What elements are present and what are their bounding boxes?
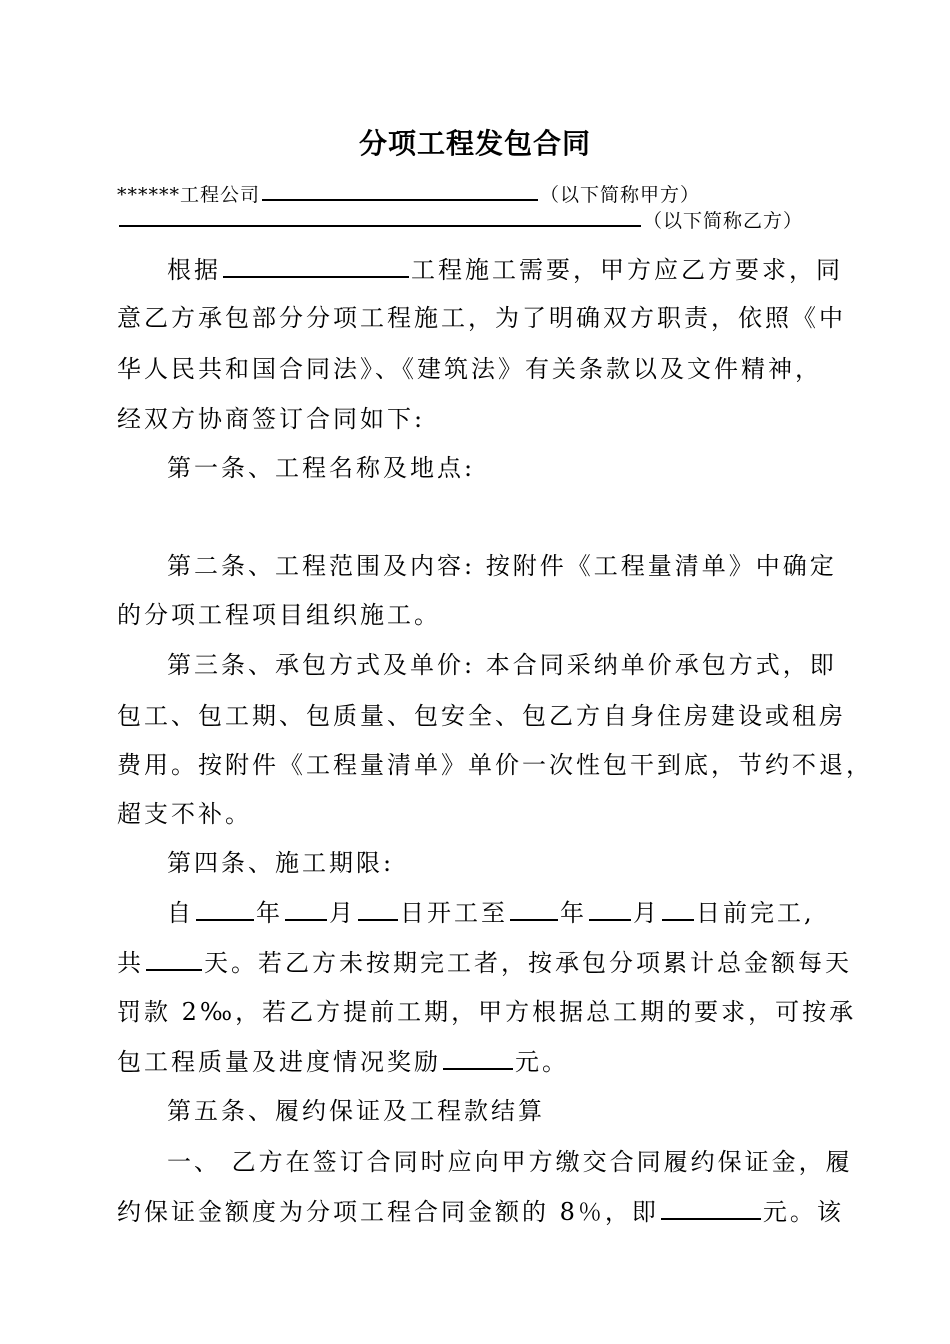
article-4-text: 年 bbox=[256, 899, 283, 927]
party-a-company: ******工程公司 bbox=[117, 184, 261, 206]
article-2-line-1: 第二条、工程范围及内容: 按附件《工程量清单》中确定 bbox=[167, 552, 837, 580]
article-5-line-1: 一、 乙方在签订合同时应向甲方缴交合同履约保证金，履 bbox=[167, 1148, 853, 1176]
end-month-blank[interactable] bbox=[589, 897, 631, 921]
reward-amount-blank[interactable] bbox=[443, 1046, 513, 1070]
document-title: 分项工程发包合同 bbox=[358, 127, 591, 160]
article-5-text: 元。该 bbox=[762, 1198, 844, 1226]
article-4-heading: 第四条、施工期限: bbox=[167, 849, 395, 877]
article-4-text: 自 bbox=[167, 899, 194, 927]
preamble-line-2: 意乙方承包部分分项工程施工，为了明确双方职责，依照《中 bbox=[117, 304, 846, 332]
party-b-note: （以下简称乙方） bbox=[643, 210, 804, 232]
article-4-text: 日前完工, bbox=[696, 899, 815, 927]
start-month-blank[interactable] bbox=[285, 897, 327, 921]
deposit-amount-blank[interactable] bbox=[661, 1196, 761, 1220]
article-4-text: 元。 bbox=[515, 1048, 569, 1076]
party-a-blank[interactable] bbox=[262, 177, 538, 201]
preamble-line-4: 经双方协商签订合同如下: bbox=[117, 405, 426, 433]
article-4-line-1 bbox=[167, 897, 815, 929]
start-day-blank[interactable] bbox=[358, 897, 398, 921]
article-4-line-2 bbox=[117, 947, 852, 979]
article-4-line-4 bbox=[117, 1046, 569, 1078]
article-3-line-4: 超支不补。 bbox=[117, 800, 252, 828]
party-b-line bbox=[117, 203, 803, 237]
article-1-heading: 第一条、工程名称及地点: bbox=[167, 454, 476, 482]
article-5-heading: 第五条、履约保证及工程款结算 bbox=[167, 1097, 545, 1125]
preamble-text: 根据 bbox=[167, 256, 221, 284]
total-days-blank[interactable] bbox=[146, 947, 202, 971]
article-4-text: 月 bbox=[633, 899, 660, 927]
article-4-text: 年 bbox=[560, 899, 587, 927]
end-day-blank[interactable] bbox=[662, 897, 694, 921]
project-name-blank[interactable] bbox=[223, 254, 409, 278]
article-3-line-2: 包工、包工期、包质量、包安全、包乙方自身住房建设或租房 bbox=[117, 702, 846, 730]
article-4-text: 共 bbox=[117, 949, 144, 977]
article-4-text: 包工程质量及进度情况奖励 bbox=[117, 1048, 441, 1076]
article-5-text: 约保证金额度为分项工程合同金额的 8％，即 bbox=[117, 1198, 659, 1226]
article-3-line-3: 费用。按附件《工程量清单》单价一次性包干到底，节约不退， bbox=[117, 751, 873, 779]
article-3-line-1: 第三条、承包方式及单价: 本合同采纳单价承包方式，即 bbox=[167, 651, 837, 679]
preamble-line-3: 华人民共和国合同法》、《建筑法》有关条款以及文件精神， bbox=[117, 355, 822, 383]
preamble-text: 工程施工需要，甲方应乙方要求，同 bbox=[411, 256, 843, 284]
start-year-blank[interactable] bbox=[196, 897, 254, 921]
article-4-line-3: 罚款 2‰，若乙方提前工期，甲方根据总工期的要求，可按承 bbox=[117, 998, 857, 1026]
preamble-line-1 bbox=[167, 254, 843, 286]
article-5-line-2 bbox=[117, 1196, 844, 1228]
end-year-blank[interactable] bbox=[510, 897, 558, 921]
article-4-text: 天。若乙方未按期完工者，按承包分项累计总金额每天 bbox=[204, 949, 852, 977]
party-b-blank[interactable] bbox=[119, 203, 641, 227]
party-a-note: （以下简称甲方） bbox=[540, 184, 701, 206]
article-4-text: 月 bbox=[329, 899, 356, 927]
article-4-text: 日开工至 bbox=[400, 899, 508, 927]
article-2-line-2: 的分项工程项目组织施工。 bbox=[117, 601, 441, 629]
